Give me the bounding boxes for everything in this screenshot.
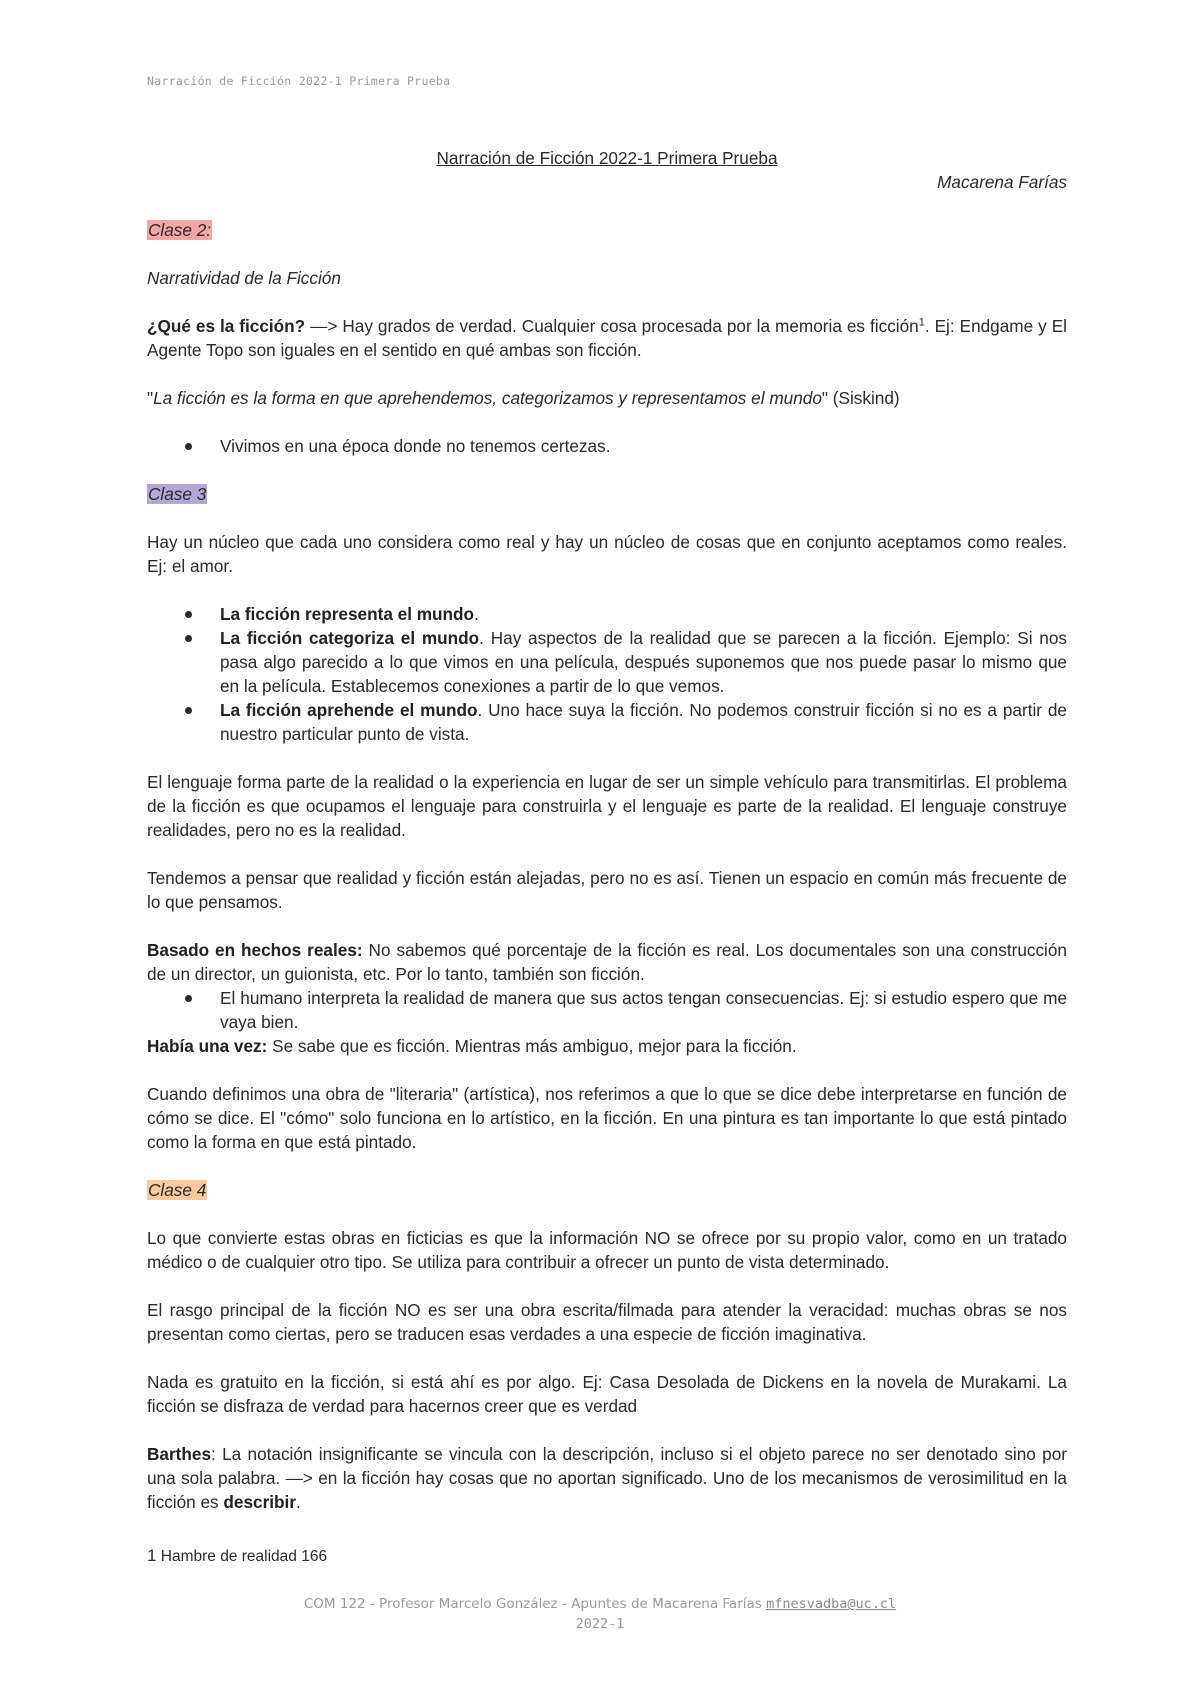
paragraph: ¿Qué es la ficción? —> Hay grados de verdad. Cualquier cosa procesada por la memoria es ficción$^1$. Ej: Endgame y El Agente Topo son iguales en el sentido en qué ambas son ficción. [147,316,1068,360]
footer-year: 2022-1 [575,1616,625,1632]
list-item: Vivimos en una época donde no tenemos certezas. [220,434,1067,458]
quote: La ficción es la forma en que aprehendemos, categorizamos y representamos el mundo [153,388,822,408]
section-clase-4 [147,1178,1067,1202]
footnote-text: Hambre de realidad 166 [156,1548,328,1565]
bullet-icon [185,611,192,618]
bullet-list [147,434,1067,458]
email-link[interactable]: mfnesvadba@uc.cl [766,1596,897,1612]
bullet-icon [185,443,192,450]
section-clase-2 [147,218,1067,242]
paragraph: El rasgo principal de la ficción NO es ser una obra escrita/filmada para atender la veracidad: muchas obras se nos presentan como ciertas, pero se traducen esas verdades a una especie de ficción imaginativa. [147,1300,1067,1344]
paragraph: Cuando definimos una obra de "literaria" (artística), nos referimos a que lo que se dice debe interpretarse en función de cómo se dice. El "cómo" solo funciona en lo artístico, en la ficción. En una pintura es tan importante lo que está pintado como la forma en que está pintado. [147,1084,1067,1152]
bold-term: ¿Qué es la ficción? [147,316,306,336]
list-item: La ficción representa el mundo. [220,602,1067,626]
paragraph: Hay un núcleo que cada uno considera como real y hay un núcleo de cosas que en conjunto aceptamos como reales. Ej: el amor. [147,532,1067,576]
section-clase-3 [147,482,1067,506]
bullet-icon [185,635,192,642]
section-label: Clase 3 [148,484,207,504]
footnote-number: 1 [147,1546,157,1565]
section-label: Clase 2: [148,220,212,240]
bullet-icon [185,707,192,714]
running-header: Narración de Ficción 2022-1 Primera Prueba [147,74,451,88]
section-label: Clase 4 [148,1180,207,1200]
paragraph: Nada es gratuito en la ficción, si está ahí es por algo. Ej: Casa Desolada de Dickens en la novela de Murakami. La ficción se disfraza de verdad para hacernos creer que es verdad [147,1372,1067,1416]
bullet-icon [185,995,192,1002]
footnote-ref: 1 [918,316,925,329]
paragraph: Tendemos a pensar que realidad y ficción están alejadas, pero no es así. Tienen un espacio en común más frecuente de lo que pensamos. [147,868,1067,912]
section-subtitle: Narratividad de la Ficción [147,268,341,288]
list-item: El humano interpreta la realidad de manera que sus actos tengan consecuencias. Ej: si estudio espero que me vaya bien. [220,986,1067,1034]
paragraph: Basado en hechos reales: No sabemos qué porcentaje de la ficción es real. Los documentales son una construcción de un director, un guionista, etc. Por lo tanto, también son ficción. [147,940,1067,984]
bullet-list [147,602,1067,746]
bullet-list [147,986,1067,1034]
document-author: Macarena Farías [937,172,1067,192]
paragraph: Lo que convierte estas obras en ficticias es que la información NO se ofrece por su propio valor, como en un tratado médico o de cualquier otro tipo. Se utiliza para contribuir a ofrecer un punto de vista determinado. [147,1228,1067,1272]
document-body [147,146,1067,1538]
document-title: Narración de Ficción 2022-1 Primera Prueba [436,148,778,168]
paragraph: Había una vez: Se sabe que es ficción. Mientras más ambiguo, mejor para la ficción. [147,1036,797,1056]
paragraph: Barthes: La notación insignificante se vincula con la descripción, incluso si el objeto parece no ser denotado sino por una sola palabra. —> en la ficción hay cosas que no aportan significado. Uno de los mecanismos de verosimilitud en la ficción es describir. [147,1444,1067,1512]
paragraph: El lenguaje forma parte de la realidad o la experiencia en lugar de ser un simple vehículo para transmitirlas. El problema de la ficción es que ocupamos el lenguaje para construirla y el lenguaje es parte de la realidad. El lenguaje construye realidades, pero no es la realidad. [147,772,1067,840]
footer-line: COM 122 - Profesor Marcelo González - Apuntes de Macarena Farías mfnesvadba@uc.cl [303,1596,897,1612]
page-footer [0,1594,1200,1634]
quote-paragraph: "La ficción es la forma en que aprehendemos, categorizamos y representamos el mundo" (Siskind) [147,388,900,408]
list-item: La ficción aprehende el mundo. Uno hace suya la ficción. No podemos construir ficción si no es a partir de nuestro particular punto de vista. [220,698,1067,746]
footnote [147,1546,327,1566]
list-item: La ficción categoriza el mundo. Hay aspectos de la realidad que se parecen a la ficción. Ejemplo: Si nos pasa algo parecido a lo que vimos en una película, después suponemos que nos puede pasar lo mismo que en la película. Establecemos conexiones a partir de lo que vemos. [220,626,1067,698]
